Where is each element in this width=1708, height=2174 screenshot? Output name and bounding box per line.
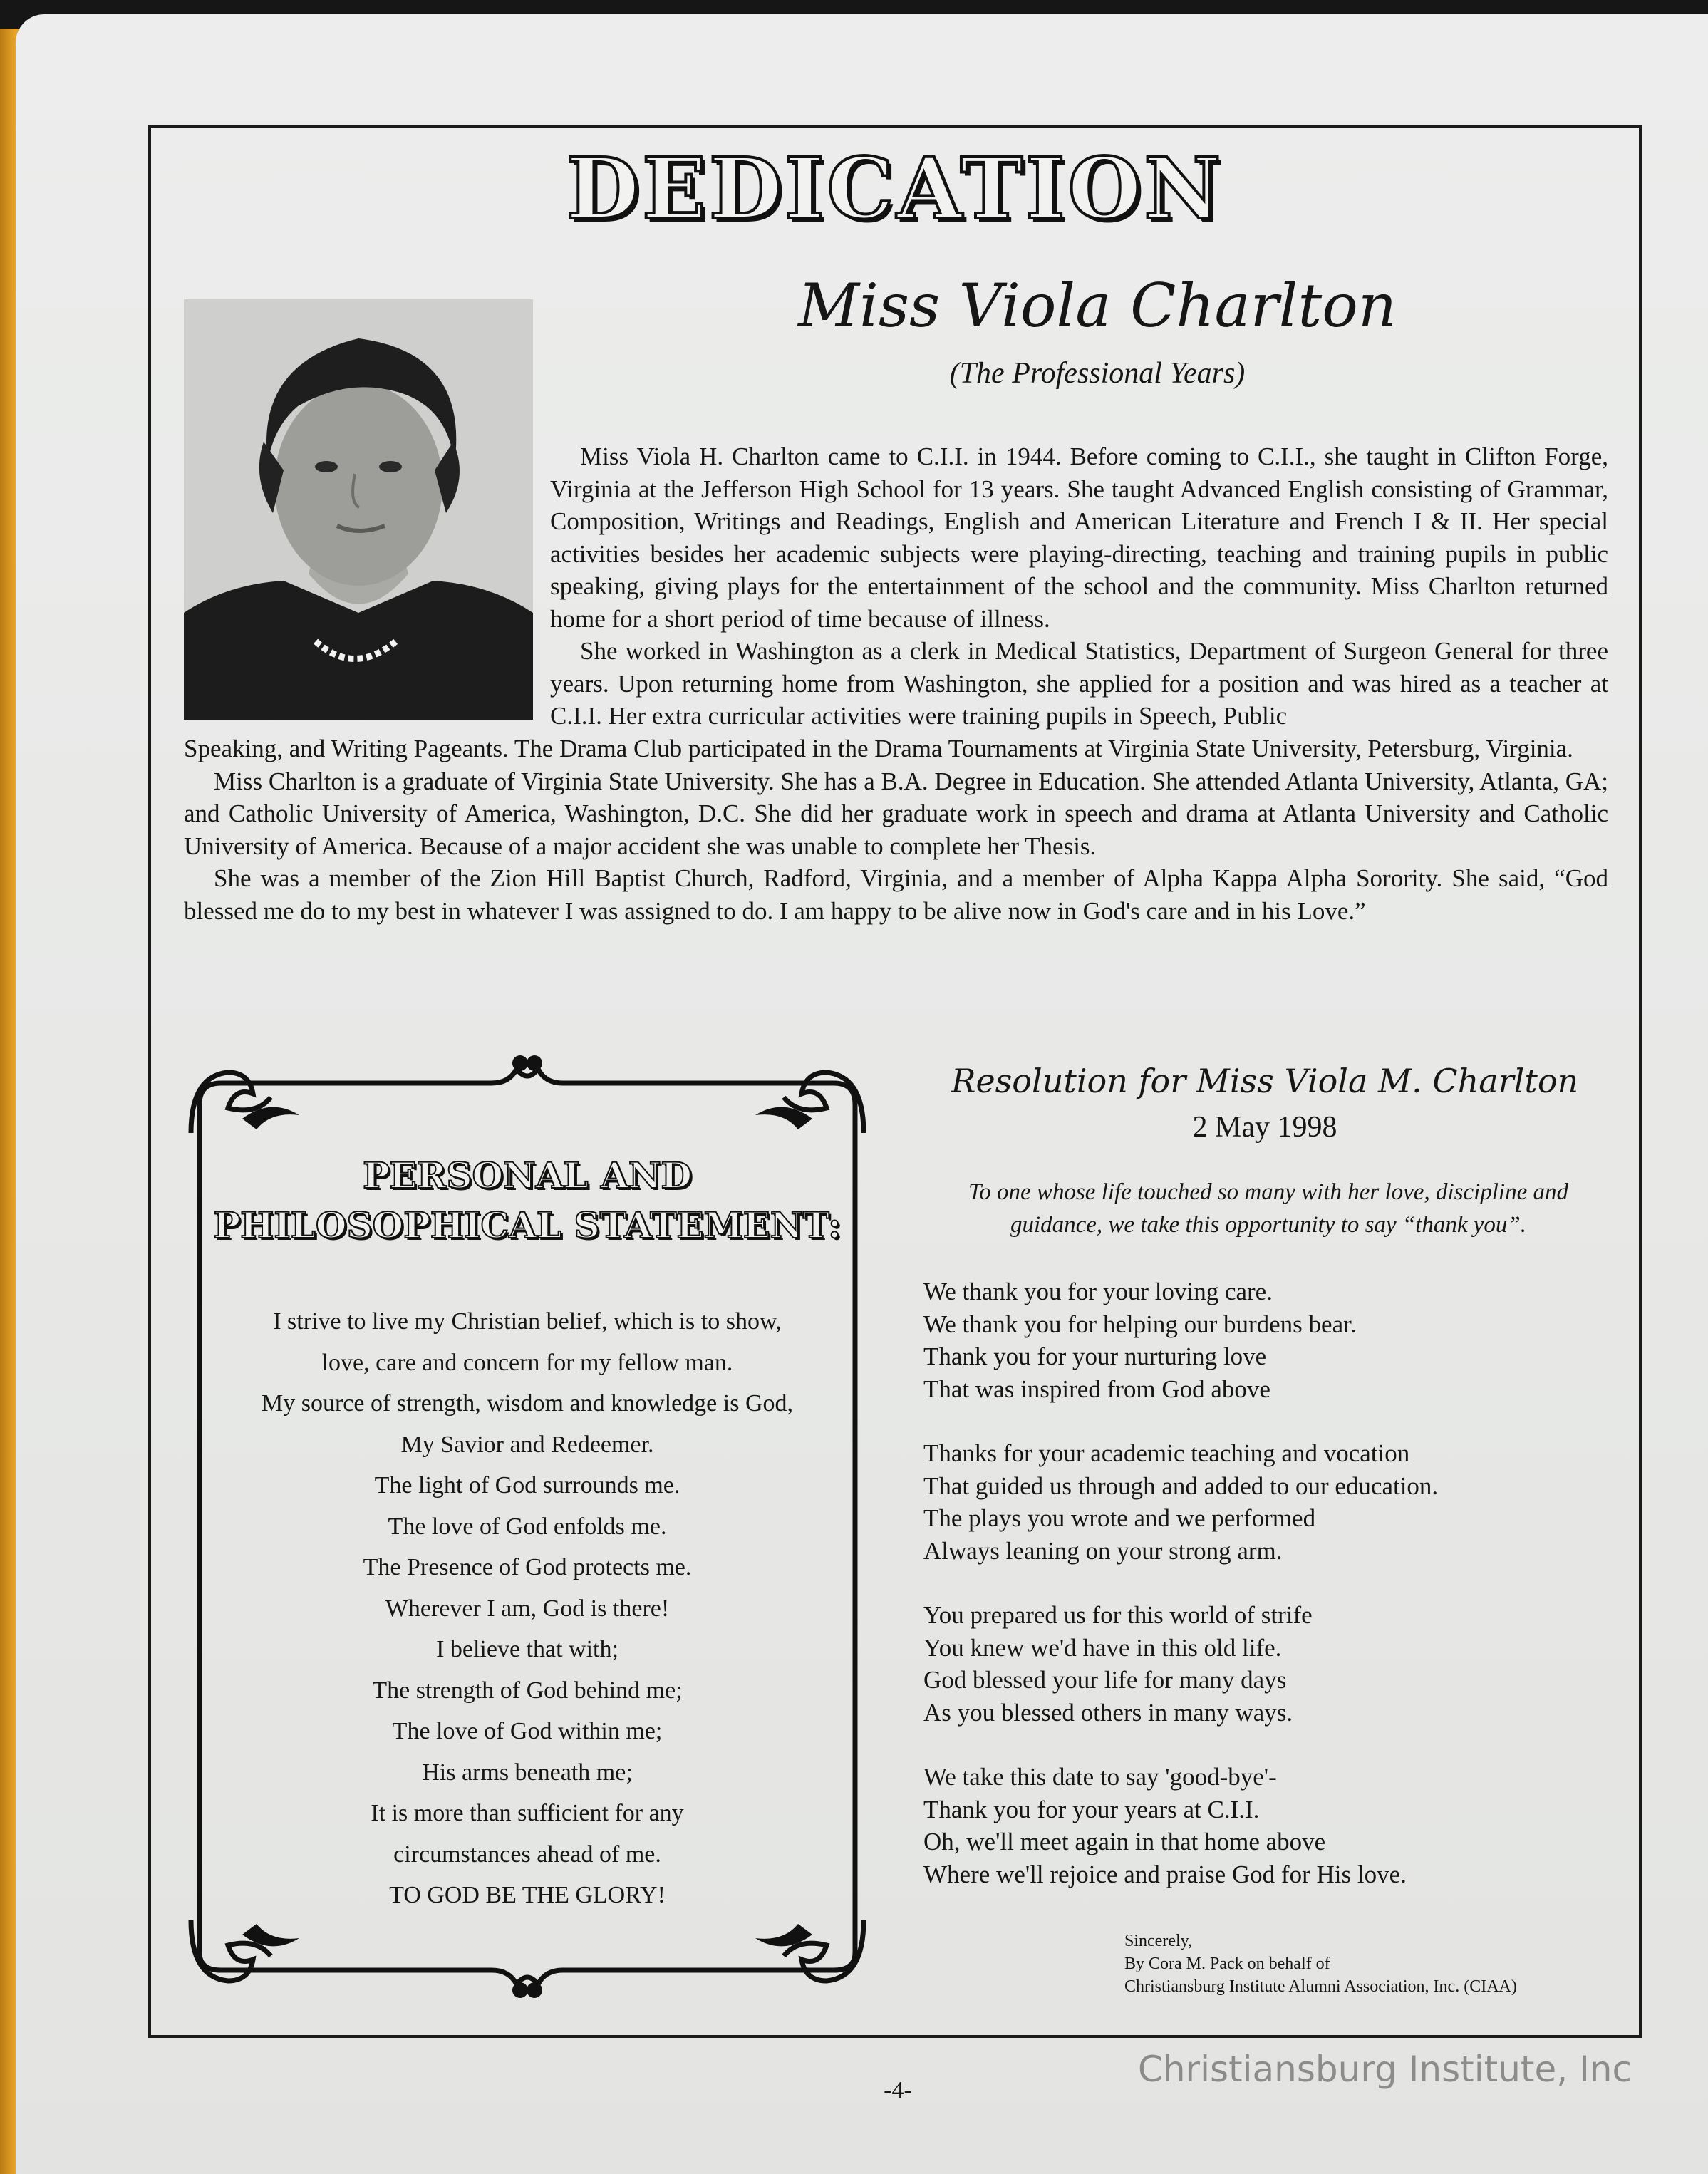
statement-line: His arms beneath me; xyxy=(422,1759,633,1786)
poem-line: God blessed your life for many days xyxy=(923,1666,1287,1694)
page-title: DEDICATION xyxy=(566,139,1224,238)
statement-line: The love of God enfolds me. xyxy=(388,1513,667,1540)
poem-line: We thank you for helping our burdens bear. xyxy=(923,1310,1357,1338)
statement-line: TO GOD BE THE GLORY! xyxy=(389,1882,666,1908)
portrait-photo xyxy=(184,299,533,720)
signature-line: By Cora M. Pack on behalf of xyxy=(1124,1955,1330,1973)
poem-line: Oh, we'll meet again in that home above xyxy=(923,1828,1326,1855)
biography-bottom xyxy=(184,733,1608,927)
poem-line: The plays you wrote and we performed xyxy=(923,1504,1316,1532)
bio-paragraph: She was a member of the Zion Hill Baptist Church, Radford, Virginia, and a member of Alpha Kappa Alpha Sorority. She said, “God blessed me do to my best in whatever I was assigned to do. I am happy to be alive now in God's care and in his Love.” xyxy=(184,864,1608,925)
poem-stanza xyxy=(923,1275,1608,1405)
resolution-date: 2 May 1998 xyxy=(1192,1111,1337,1144)
statement-line: love, care and concern for my fellow man. xyxy=(321,1349,733,1376)
statement-line: The strength of God behind me; xyxy=(372,1677,683,1704)
poem-line: As you blessed others in many ways. xyxy=(923,1698,1293,1727)
statement-line: Wherever I am, God is there! xyxy=(385,1595,670,1622)
statement-title-line: PERSONAL AND xyxy=(363,1154,692,1196)
resolution-signature xyxy=(1124,1930,1609,1998)
poem-stanza xyxy=(923,1599,1608,1729)
poem-line: Thank you for your nurturing love xyxy=(923,1342,1267,1370)
statement-line: The love of God within me; xyxy=(392,1718,663,1744)
resolution-poem xyxy=(923,1275,1608,1922)
statement-title-line: PHILOSOPHICAL STATEMENT: xyxy=(213,1204,842,1246)
poem-line: That guided us through and added to our education. xyxy=(923,1471,1439,1500)
poem-line: That was inspired from God above xyxy=(923,1375,1270,1403)
poem-line: Thanks for your academic teaching and vocation xyxy=(923,1439,1410,1467)
honoree-subtitle: (The Professional Years) xyxy=(949,357,1246,390)
statement-title xyxy=(200,1151,855,1251)
signature-line: Christiansburg Institute Alumni Association, Inc. (CIAA) xyxy=(1124,1977,1517,1996)
poem-line: Where we'll rejoice and praise God for His love. xyxy=(923,1860,1407,1888)
poem-stanza xyxy=(923,1761,1608,1890)
poem-line: You knew we'd have in this old life. xyxy=(923,1633,1282,1662)
statement-line: It is more than sufficient for any xyxy=(371,1800,684,1826)
statement-line: My source of strength, wisdom and knowledge is God, xyxy=(261,1390,793,1417)
resolution-intro: To one whose life touched so many with her love, discipline and guidance, we take this opportunity to say “thank you”. xyxy=(968,1179,1568,1238)
bio-paragraph: Speaking, and Writing Pageants. The Drama Club participated in the Drama Tournaments at Virginia State University, Petersburg, Virginia. xyxy=(184,735,1573,762)
poem-line: Always leaning on your strong arm. xyxy=(923,1536,1283,1565)
bio-paragraph: She worked in Washington as a clerk in Medical Statistics, Department of Surgeon General for three years. Upon returning home from Washington, she applied for a position and was hired as a teacher at C.I.I. Her extra curricular activities were training pupils in Speech, Public xyxy=(550,637,1608,730)
statement-line: I believe that with; xyxy=(436,1636,618,1662)
poem-line: Thank you for your years at C.I.I. xyxy=(923,1795,1260,1823)
honoree-name: Miss Viola Charlton xyxy=(798,271,1397,341)
statement-line: circumstances ahead of me. xyxy=(393,1841,661,1868)
bio-paragraph: Miss Viola H. Charlton came to C.I.I. in 1944. Before coming to C.I.I., she taught in Clifton Forge, Virginia at the Jefferson High School for 13 years. She taught Advanced English consisting of Grammar, Composition, Writings and Readings, English and American Literature and French I & II. Her special activities besides her academic subjects were playing-directing, teaching and training pupils in public speaking, giving plays for the entertainment of the school and the community. Miss Charlton returned home for a short period of time because of illness. xyxy=(550,442,1608,633)
biography-top xyxy=(550,440,1608,733)
statement-line: The Presence of God protects me. xyxy=(363,1554,692,1580)
resolution-title: Resolution for Miss Viola M. Charlton xyxy=(951,1062,1579,1100)
statement-line: I strive to live my Christian belief, which is to show, xyxy=(273,1308,782,1335)
signature-line: Sincerely, xyxy=(1124,1932,1193,1950)
poem-line: We take this date to say 'good-bye'- xyxy=(923,1763,1277,1791)
bio-paragraph: Miss Charlton is a graduate of Virginia State University. She has a B.A. Degree in Education. She attended Atlanta University, Atlanta, GA; and Catholic University of America, Washington, D.C. She did her graduate work in speech and drama at Atlanta University and Catholic University of America. Because of a major accident she was unable to complete her Thesis. xyxy=(184,767,1608,860)
statement-line: My Savior and Redeemer. xyxy=(400,1431,654,1458)
page-number: -4- xyxy=(884,2077,912,2103)
poem-line: We thank you for your loving care. xyxy=(923,1278,1273,1305)
statement-line: The light of God surrounds me. xyxy=(374,1472,680,1498)
poem-stanza xyxy=(923,1437,1608,1567)
poem-line: You prepared us for this world of strife xyxy=(923,1601,1313,1629)
watermark: Christiansburg Institute, Inc xyxy=(1137,2049,1632,2090)
statement-body xyxy=(207,1301,848,1916)
